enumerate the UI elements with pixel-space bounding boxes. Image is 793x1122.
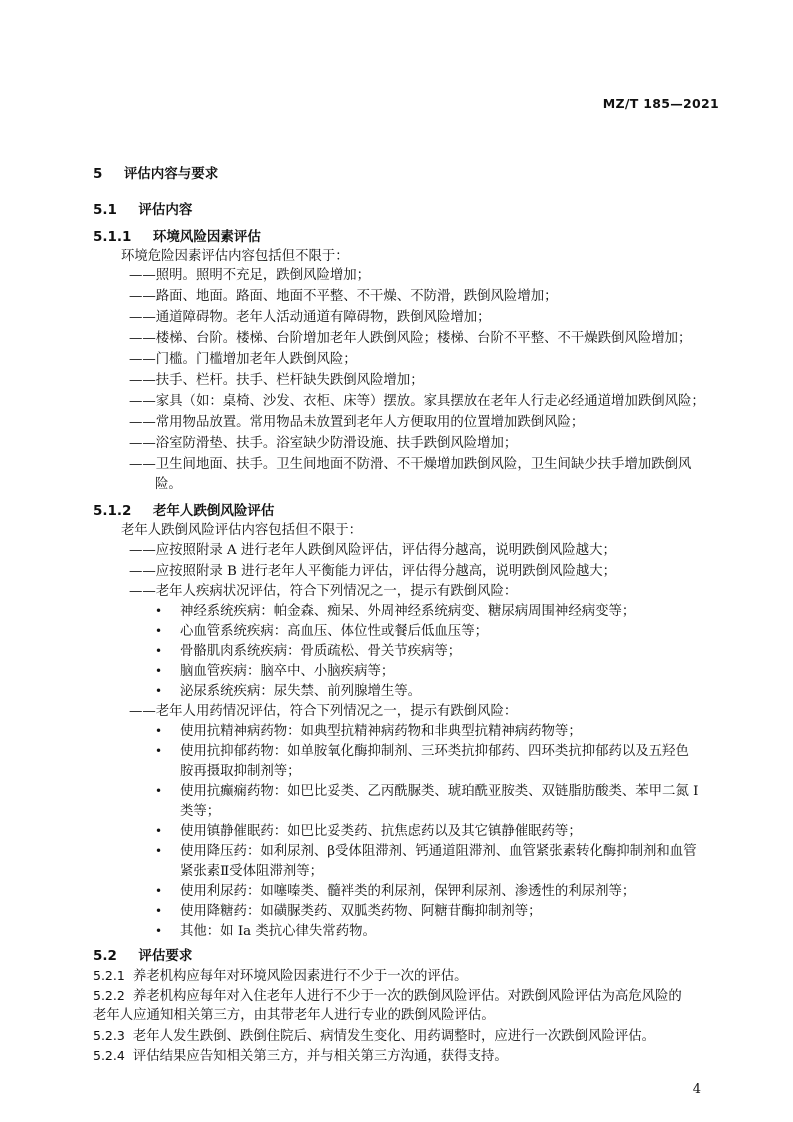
bullet-icon: • xyxy=(155,724,163,738)
environment-item: ——门槛。门槛增加老年人跌倒风险； xyxy=(129,352,357,367)
bullet-icon: • xyxy=(155,664,163,678)
fall-risk-intro: 老年人跌倒风险评估内容包括但不限于： xyxy=(121,523,363,538)
section-5-1-heading: 5.1 评估内容 xyxy=(93,202,193,218)
environment-item: ——路面、地面。路面、地面不平整、不干燥、不防滑，跌倒风险增加； xyxy=(129,289,558,304)
section-5-1-2-heading: 5.1.2 老年人跌倒风险评估 xyxy=(93,503,275,519)
environment-item-continuation: 险。 xyxy=(155,477,182,492)
section-5-1-1-heading: 5.1.1 环境风险因素评估 xyxy=(93,229,261,245)
environment-item: ——家具（如：桌椅、沙发、衣柜、床等）摆放。家具摆放在老年人行走必经通道增加跌倒风险； xyxy=(129,394,705,409)
bullet-icon: • xyxy=(155,884,163,898)
requirement-item: 5.2.3 老年人发生跌倒、跌倒住院后、病情发生变化、用药调整时，应进行一次跌倒风险评估。 xyxy=(93,1028,656,1044)
standard-code-header: MZ/T 185—2021 xyxy=(602,96,719,111)
environment-item: ——卫生间地面、扶手。卫生间地面不防滑、不干燥增加跌倒风险，卫生间缺少扶手增加跌倒风 xyxy=(129,457,692,472)
medication-bullet-continuation: 类等； xyxy=(180,804,221,819)
bullet-icon: • xyxy=(155,744,163,758)
environment-item: ——通道障碍物。老年人活动通道有障碍物，跌倒风险增加； xyxy=(129,310,491,325)
fall-risk-item: ——应按照附录 B 进行老年人平衡能力评估，评估得分越高，说明跌倒风险越大； xyxy=(129,564,617,579)
environment-item: ——楼梯、台阶。楼梯、台阶增加老年人跌倒风险；楼梯、台阶不平整、不干燥跌倒风险增加； xyxy=(129,331,692,346)
medication-item: ——老年人用药情况评估，符合下列情况之一，提示有跌倒风险： xyxy=(129,704,518,719)
fall-risk-item: ——老年人疾病状况评估，符合下列情况之一，提示有跌倒风险： xyxy=(129,584,518,599)
requirement-item-continuation: 老年人应通知相关第三方，由其带老年人进行专业的跌倒风险评估。 xyxy=(93,1008,495,1023)
environment-item: ——常用物品放置。常用物品未放置到老年人方便取用的位置增加跌倒风险； xyxy=(129,415,585,430)
page-number: 4 xyxy=(692,1082,701,1097)
requirement-item: 5.2.1 养老机构应每年对环境风险因素进行不少于一次的评估。 xyxy=(93,968,468,984)
section-5-2-heading: 5.2 评估要求 xyxy=(93,948,193,964)
bullet-icon: • xyxy=(155,684,163,698)
environment-item: ——照明。照明不充足，跌倒风险增加； xyxy=(129,268,371,283)
section-5-heading: 5 评估内容与要求 xyxy=(93,166,219,182)
bullet-icon: • xyxy=(155,904,163,918)
bullet-icon: • xyxy=(155,644,163,658)
bullet-icon: • xyxy=(155,604,163,618)
environment-item: ——扶手、栏杆。扶手、栏杆缺失跌倒风险增加； xyxy=(129,373,424,388)
environment-intro: 环境危险因素评估内容包括但不限于： xyxy=(121,249,349,264)
bullet-icon: • xyxy=(155,924,163,938)
requirement-item: 5.2.4 评估结果应告知相关第三方，并与相关第三方沟通，获得支持。 xyxy=(93,1048,508,1064)
fall-risk-item: ——应按照附录 A 进行老年人跌倒风险评估，评估得分越高，说明跌倒风险越大； xyxy=(129,543,616,558)
document-page: MZ/T 185—2021 5 评估内容与要求 5.1 评估内容 5.1.1 环境风险因素评估 环境危险因素评估内容包括但不限于： ——照明。照明不充足，跌倒风险增加； ——路面、地面。路面、地面不平整、不干燥、不防滑，跌倒风险增加； ——通道障碍物。老年人活动通道有障碍物，跌倒风险增加； ——楼梯、台阶。楼梯、台阶增加老年人跌倒风险；楼梯、台阶不平整、不干燥跌倒风险增加； ——门槛。门槛增加老年人跌倒风险； ——扶手、栏杆。扶手、栏杆缺失跌倒风险增加； ——家具（如：桌椅、沙发、衣柜、床等）摆放。家具摆放在老年人行走必经通道增加跌倒风险； ——常用物品放置。常用物品未放置到老年人方便取用的位置增加跌倒风险； ——浴室防滑垫、扶手。浴室缺少防滑设施、扶手跌倒风险增加； ——卫生间地面、扶手。卫生间地面不防滑、不干燥增加跌倒风险，卫生间缺少扶手增加跌倒风 险。 5.1.2 老年人跌倒风险评估 老年人跌倒风险评估内容包括但不限于： ——应按照附录 A 进行老年人跌倒风险评估，评估得分越高，说明跌倒风险越大； ——应按照附录 B 进行老年人平衡能力评估，评估得分越高，说明跌倒风险越大； ——老年人疾病状况评估，符合下列情况之一，提示有跌倒风险： • 神经系统疾病：帕金森、痴呆、外周神经系统病变、糖尿病周围神经病变等； • 心血管系统疾病：高血压、体位性或餐后低血压等； • 骨骼肌肉系统疾病：骨质疏松、骨关节疾病等； • 脑血管疾病：脑卒中、小脑疾病等； • 泌尿系统疾病：尿失禁、前列腺增生等。 ——老年人用药情况评估，符合下列情况之一，提示有跌倒风险： • 使用抗精神病药物：如典型抗精神病药物和非典型抗精神病药物等； • 使用抗抑郁药物：如单胺氧化酶抑制剂、三环类抗抑郁药、四环类抗抑郁药以及五羟色 胺再摄取抑制剂等； • 使用抗癫痫药物：如巴比妥类、乙丙酰脲类、琥珀酰亚胺类、双链脂肪酸类、苯甲二氮 Ⅰ 类等； • 使用镇静催眠药：如巴比妥类药、抗焦虑药以及其它镇静催眠药等； • 使用降压药：如利尿剂、β受体阻滞剂、钙通道阻滞剂、血管紧张素转化酶抑制剂和血管 紧张素Ⅱ受体阻滞剂等； • 使用利尿药：如噻嗪类、髓袢类的利尿剂，保钾利尿剂、渗透性的利尿剂等； • 使用降糖药：如磺脲类药、双胍类药物、阿糖苷酶抑制剂等； • 其他：如 Ia 类抗心律失常药物。 5.2 评估要求 5.2.1 养老机构应每年对环境风险因素进行不少于一次的评估。 5.2.2 养老机构应每年对入住老年人进行不少于一次的跌倒风险评估。对跌倒风险评估为高危风险的 老年人应通知相关第三方，由其带老年人进行专业的跌倒风险评估。 5.2.3 老年人发生跌倒、跌倒住院后、病情发生变化、用药调整时，应进行一次跌倒风险评估。 5.2.4 评估结果应告知相关第三方，并与相关第三方沟通，获得支持。 4 xyxy=(93,96,719,1097)
medication-bullet-continuation: 紧张素Ⅱ受体阻滞剂等； xyxy=(180,864,324,879)
bullet-icon: • xyxy=(155,624,163,638)
bullet-icon: • xyxy=(155,844,163,858)
requirement-item: 5.2.2 养老机构应每年对入住老年人进行不少于一次的跌倒风险评估。对跌倒风险评估为高危风险的 xyxy=(93,988,682,1004)
bullet-icon: • xyxy=(155,824,163,838)
medication-bullet-continuation: 胺再摄取抑制剂等； xyxy=(180,764,301,779)
environment-item: ——浴室防滑垫、扶手。浴室缺少防滑设施、扶手跌倒风险增加； xyxy=(129,436,518,451)
bullet-icon: • xyxy=(155,784,163,798)
